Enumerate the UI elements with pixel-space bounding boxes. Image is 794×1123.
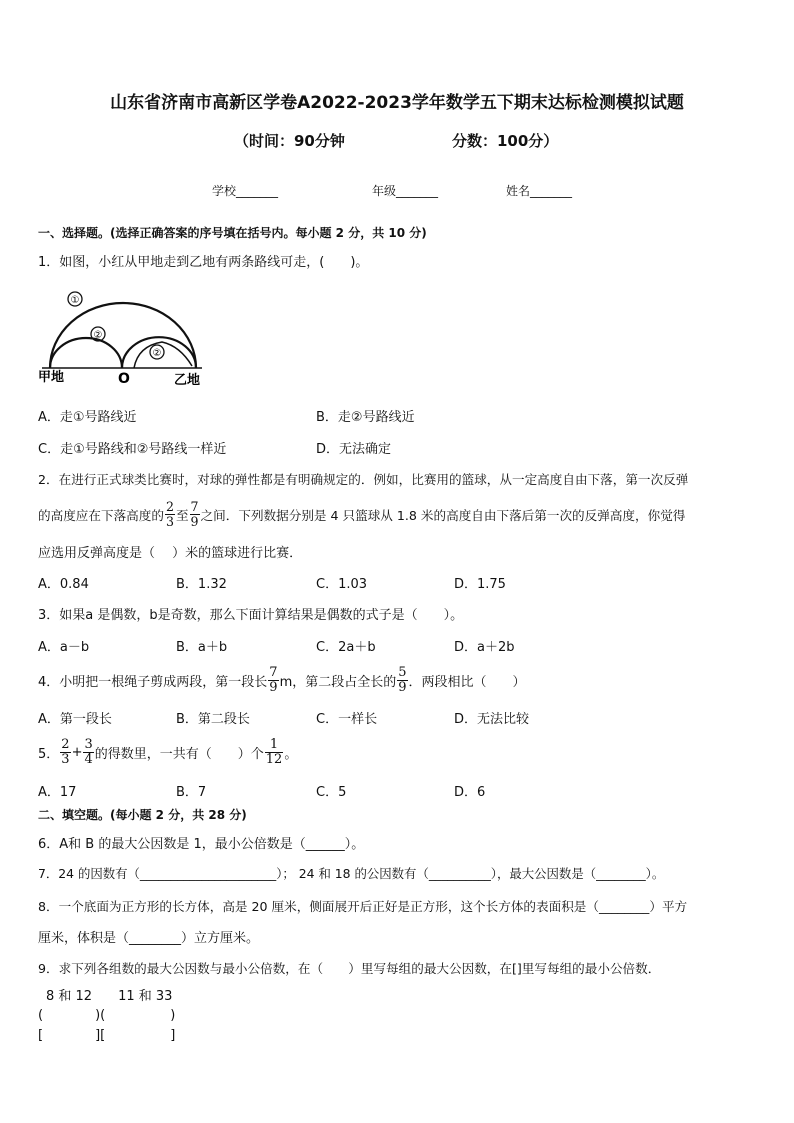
- q1-option-b: B．走②号路线近: [316, 410, 415, 425]
- q2-to: 至: [175, 507, 189, 523]
- q2-text-a: 的高度应在下落高度的: [38, 507, 164, 523]
- exam-title: 山东省济南市高新区学卷A2022-2023学年数学五下期末达标检测模拟试题: [110, 93, 684, 113]
- q2-option-b: B．1.32: [176, 577, 227, 592]
- section2-heading: 二、填空题。(每小题 2 分，共 28 分): [38, 808, 247, 822]
- q4-option-a: A．第一段长: [38, 712, 112, 727]
- q7-stem: 7．24 的因数有（______________________）； 24 和 18 的公因数有（__________），最大公因数是（________）。: [38, 866, 665, 881]
- q4-option-c: C．一样长: [316, 712, 378, 727]
- q2-text-b: 之间．下列数据分别是 4 只篮球从 1.8 米的高度自由下落后第一次的反弹高度，你觉得: [200, 507, 686, 523]
- q3-option-c: C．2a＋b: [316, 640, 376, 655]
- fraction-2-3: $\frac{2}{3}$: [165, 499, 174, 529]
- route-2-arc-left: [50, 338, 122, 368]
- school-field: 学校_______: [212, 184, 279, 198]
- q4-text-c: ．两段相比（ ）: [408, 674, 526, 690]
- fraction-7-9: $\frac{7}{9}$: [190, 499, 199, 529]
- q2-line2: [38, 494, 685, 534]
- q8-line2: 厘米，体积是（________）立方厘米。: [38, 931, 260, 946]
- route-2-label-a: ②: [93, 330, 103, 341]
- q2-line1: 2．在进行正式球类比赛时，对球的弹性都是有明确规定的．例如，比赛用的篮球，从一定高度自由下落，第一次反弹: [38, 472, 689, 487]
- q3-option-a: A．a－b: [38, 640, 90, 655]
- fraction-7-9-m: $\frac{7}{9}$: [269, 664, 278, 695]
- q3-option-b: B．a＋b: [176, 640, 228, 655]
- q6-stem: 6．A和 B 的最大公因数是 1，最小公倍数是（______）。: [38, 837, 365, 852]
- route-2-label-b: ②: [152, 348, 162, 359]
- exam-time: （时间：90分钟: [234, 132, 345, 150]
- q5-option-d: D．6: [454, 785, 486, 800]
- fraction-2-3-b: $\frac{2}{3}$: [61, 736, 70, 767]
- grade-field: 年级_______: [372, 184, 439, 198]
- route-diagram: [30, 286, 220, 388]
- q4-option-b: B．第二段长: [176, 712, 250, 727]
- q2-option-a: A．0.84: [38, 577, 89, 592]
- q1-option-a: A．走①号路线近: [38, 410, 137, 425]
- q9-number-pairs: 8 和 12 11 和 33: [46, 989, 173, 1004]
- q1-stem: 1．如图，小红从甲地走到乙地有两条路线可走，( )。: [38, 255, 369, 270]
- q4-option-d: D．无法比较: [454, 712, 530, 727]
- q2-line3: 应选用反弹高度是（ ）米的篮球进行比赛．: [38, 546, 303, 561]
- q5-option-a: A．17: [38, 785, 77, 800]
- q5-number: 5．: [38, 746, 60, 762]
- q9-lcm-blanks: [ ][ ]: [38, 1028, 176, 1043]
- q9-stem: 9．求下列各组数的最大公因数与最小公倍数，在（ ）里写每组的最大公因数，在[]里写每组的最小公倍数．: [38, 961, 661, 976]
- q5-option-c: C．5: [316, 785, 347, 800]
- q5-option-b: B．7: [176, 785, 207, 800]
- q8-line1: 8．一个底面为正方形的长方体，高是 20 厘米，侧面展开后正好是正方形，这个长方体的表面积是（________）平方: [38, 899, 688, 914]
- fraction-5-9: $\frac{5}{9}$: [398, 664, 407, 695]
- end-label: 乙地: [174, 373, 201, 388]
- q4-text-a: 4．小明把一根绳子剪成两段，第一段长: [38, 674, 268, 690]
- q2-option-d: D．1.75: [454, 577, 506, 592]
- exam-score: 分数：100分）: [452, 132, 559, 150]
- fraction-3-4: $\frac{3}{4}$: [84, 736, 93, 767]
- q2-option-c: C．1.03: [316, 577, 368, 592]
- q4-stem: [38, 660, 526, 700]
- q3-stem: 3．如果a 是偶数，b是奇数，那么下面计算结果是偶数的式子是（ ）。: [38, 608, 464, 623]
- q5-stem: [38, 732, 297, 772]
- q9-gcd-blanks: ( )( ): [38, 1008, 176, 1023]
- q1-option-c: C．走①号路线和②号路线一样近: [38, 442, 227, 457]
- fraction-1-12: $\frac{1}{12}$: [265, 736, 283, 767]
- route-1-label: ①: [70, 295, 80, 306]
- q3-option-d: D．a＋2b: [454, 640, 515, 655]
- plus-sign: +: [71, 744, 83, 760]
- q5-text-mid: 的得数里，一共有（ ）个: [94, 746, 264, 762]
- q1-option-d: D．无法确定: [316, 442, 392, 457]
- start-label: 甲地: [38, 370, 65, 385]
- q4-text-b: m，第二段占全长的: [279, 674, 397, 690]
- q5-text-end: 。: [284, 746, 298, 762]
- middle-label: O: [118, 371, 130, 387]
- section1-heading: 一、选择题。(选择正确答案的序号填在括号内。每小题 2 分，共 10 分): [38, 226, 427, 240]
- name-field: 姓名_______: [506, 184, 573, 198]
